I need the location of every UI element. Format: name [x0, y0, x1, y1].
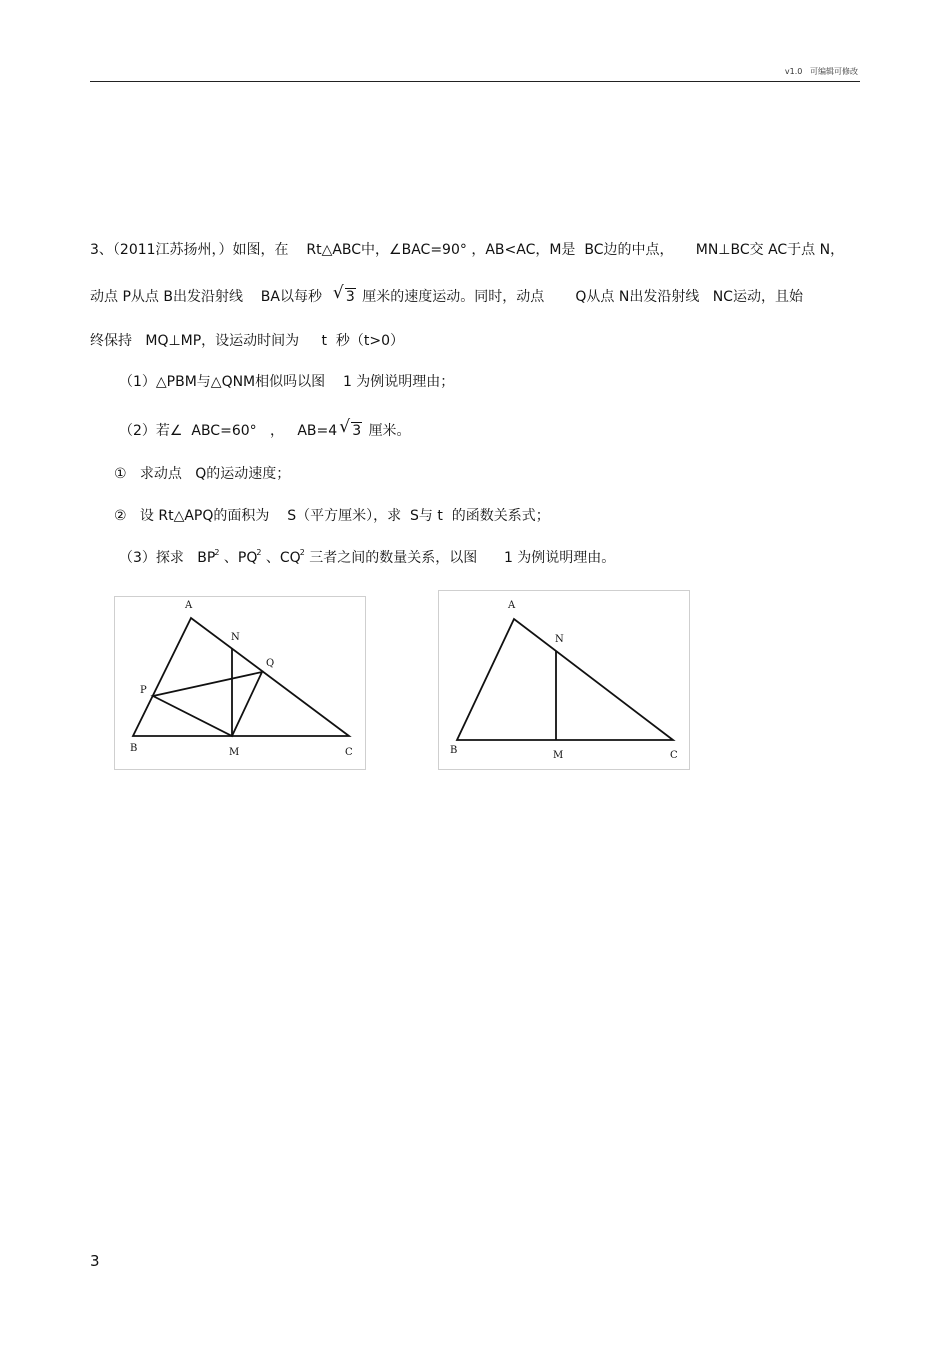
circled-one: ①	[114, 466, 127, 482]
term-bp: BP	[197, 550, 216, 566]
question-3-text: 三者之间的数量关系，以图	[309, 550, 478, 566]
comma: ，	[270, 423, 284, 439]
label-b: B	[130, 743, 138, 754]
label-c: C	[345, 747, 353, 758]
label-a: A	[185, 600, 193, 611]
problem-intro: 3、（2011江苏扬州，）如图，在	[90, 242, 289, 258]
question-1-ref: 1 为例说明理由；	[342, 374, 455, 390]
problem-line-1	[90, 241, 844, 259]
sub-2-text: 设 Rt△APQ的面积为	[139, 508, 270, 524]
triangle-pqm	[153, 672, 262, 736]
sqrt-expression: √ 3	[332, 283, 355, 305]
sqrt-radicand-2: 3	[352, 423, 362, 439]
figure-2-drawing	[439, 591, 689, 769]
figure-2	[438, 590, 690, 770]
midpoint-condition: BC边的中点，	[584, 242, 674, 258]
label-n: N	[231, 632, 240, 643]
sub-1-target: Q的运动速度；	[195, 466, 291, 482]
sub-1-text: 求动点	[139, 466, 182, 482]
label-n-2: N	[555, 634, 564, 645]
mq-mp-condition: MQ⊥MP，设运动时间为	[145, 333, 300, 349]
question-3-ref: 1 为例说明理由。	[503, 550, 616, 566]
exponent: 2	[214, 548, 220, 557]
side-condition: ，AB<AC，M是	[471, 242, 576, 258]
time-variable: t	[321, 333, 327, 349]
question-1-text: （1）△PBM与△QNM相似吗以图	[119, 374, 326, 390]
point-q-motion: Q从点 N出发沿射线	[575, 289, 700, 305]
perpendicular-condition: MN⊥BC交 AC于点 N，	[695, 242, 845, 258]
header-note-text: 可编辑可修改	[810, 67, 858, 76]
label-m: M	[229, 747, 240, 758]
point-p-speed: BA以每秒	[260, 289, 322, 305]
ab-length: AB=4	[297, 423, 338, 439]
label-c-2: C	[670, 750, 678, 761]
problem-line-2	[90, 283, 803, 306]
figure-1-drawing	[115, 597, 365, 769]
angle-abc-value: ABC=60°	[191, 423, 257, 439]
circled-two: ②	[114, 508, 127, 524]
length-unit: 厘米。	[368, 423, 411, 439]
label-q: Q	[266, 658, 275, 669]
sub-question-1	[114, 465, 290, 483]
label-m-2: M	[553, 750, 564, 761]
header-version: v1.0	[784, 67, 803, 76]
sub-2-area: S（平方厘米），求	[287, 508, 402, 524]
label-p: P	[140, 685, 147, 696]
question-1	[119, 373, 454, 391]
figure-1	[114, 596, 366, 770]
label-b-2: B	[450, 745, 458, 756]
term-pq: 、PQ	[223, 550, 258, 566]
point-q-ray: NC运动，且始	[712, 289, 803, 305]
term-cq: 、CQ	[265, 550, 301, 566]
sub-2-relation: 的函数关系式；	[451, 508, 550, 524]
triangle-abc-2	[457, 619, 673, 740]
sub-question-2	[114, 507, 550, 525]
time-unit: 秒（t>0）	[335, 333, 404, 349]
sqrt-radicand: 3	[345, 289, 355, 305]
header-rule	[90, 81, 860, 82]
always-keep: 终保持	[90, 333, 132, 349]
question-3-label: （3）探求	[119, 550, 184, 566]
exponent: 2	[256, 548, 262, 557]
question-3	[119, 549, 615, 567]
exponent: 2	[299, 548, 305, 557]
page-header-note	[785, 66, 858, 77]
triangle-condition: Rt△ABC中，∠BAC=90°	[306, 242, 467, 258]
page-number: 3	[90, 1252, 100, 1270]
sqrt-expression-2: √ 3	[339, 417, 362, 439]
problem-line-3	[90, 332, 404, 350]
speed-unit-text: 厘米的速度运动。同时，动点	[362, 289, 545, 305]
sub-2-vars: S与 t	[410, 508, 443, 524]
label-a-2: A	[508, 600, 516, 611]
point-p-motion: 动点 P从点 B出发沿射线	[90, 289, 243, 305]
question-2-label: （2）若∠	[119, 423, 183, 439]
question-2	[119, 417, 411, 440]
